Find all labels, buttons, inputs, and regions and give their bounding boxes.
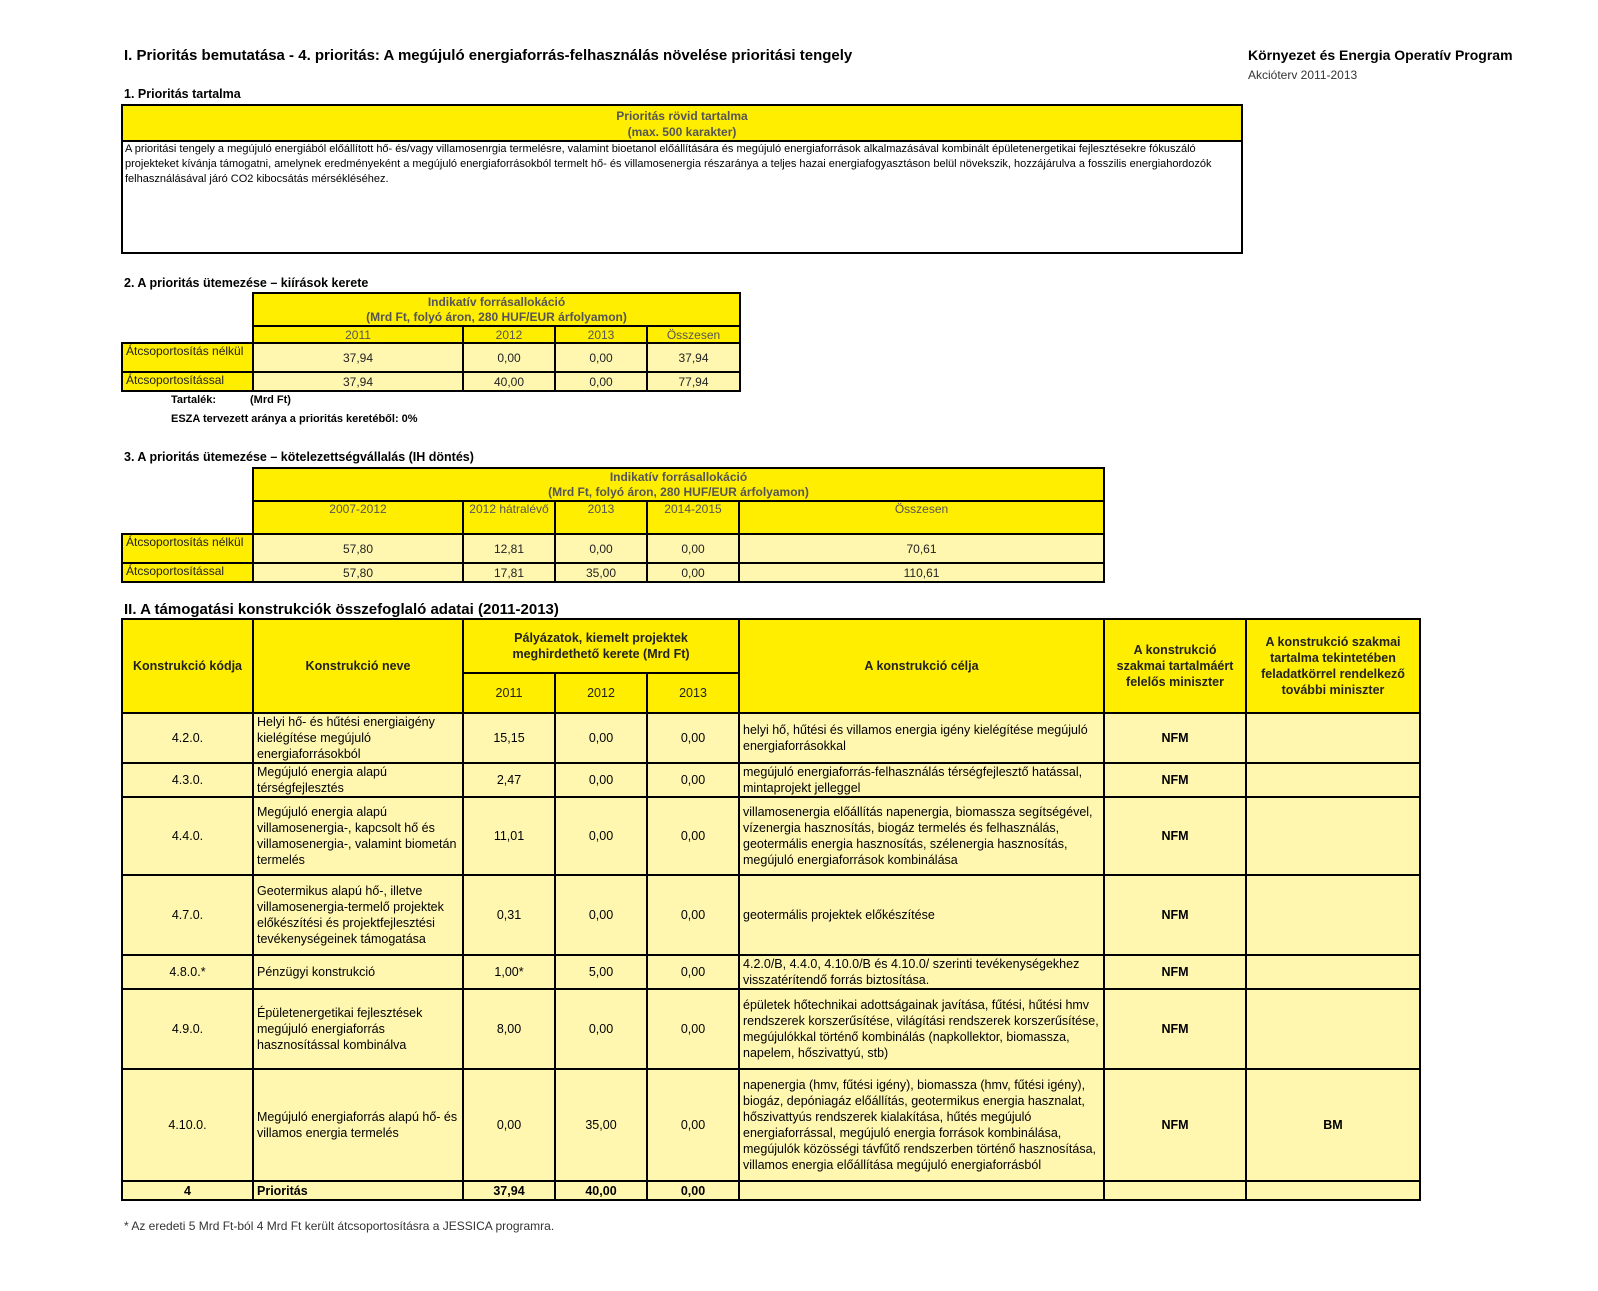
row-code: 4.9.0. [122, 989, 253, 1069]
row-2011: 8,00 [463, 989, 555, 1069]
header-minister: A konstrukció szakmai tartalmáért felelős miniszter [1104, 619, 1246, 713]
table-cell: 0,00 [555, 343, 647, 372]
page-title: I. Prioritás bemutatása - 4. prioritás: A megújuló energiaforrás-felhasználás növelése prioritási tengely [124, 47, 853, 64]
table-cell: 0,00 [555, 534, 647, 563]
allocation-table-commitments [121, 467, 1105, 583]
header-code: Konstrukció kódja [122, 619, 253, 713]
row-label: Átcsoportosítással [122, 372, 253, 391]
row-minister: NFM [1104, 955, 1246, 989]
box-title: Prioritás rövid tartalma [616, 109, 748, 123]
allocation-header [253, 293, 740, 326]
row-name: Épületenergetikai fejlesztések megújuló energiaforrás hasznosítással kombinálva [253, 989, 463, 1069]
total-code: 4 [122, 1181, 253, 1200]
header-goal: A konstrukció célja [739, 619, 1104, 713]
footnote: * Az eredeti 5 Mrd Ft-ból 4 Mrd Ft került átcsoportosításra a JESSICA programra. [124, 1219, 555, 1233]
table-cell: 110,61 [739, 563, 1104, 582]
empty-cell [122, 326, 253, 343]
allocation-header [253, 468, 1104, 501]
section3-heading: 3. A prioritás ütemezése – kötelezettségvállalás (IH döntés) [124, 450, 474, 464]
action-plan-label: Akcióterv 2011-2013 [1248, 68, 1358, 82]
total-2013: 0,00 [647, 1181, 739, 1200]
row-minister: NFM [1104, 1069, 1246, 1181]
reserve-unit: (Mrd Ft) [250, 394, 291, 406]
total-2012: 40,00 [555, 1181, 647, 1200]
row-label: Átcsoportosítás nélkül [122, 534, 253, 563]
header-line1: Indikatív forrásallokáció [609, 469, 748, 484]
table-cell: 57,80 [253, 563, 463, 582]
header-year: 2013 [647, 673, 739, 713]
row-name: Megújuló energiaforrás alapú hő- és villamos energia termelés [253, 1069, 463, 1181]
section2-heading: 2. A prioritás ütemezése – kiírások kerete [124, 276, 369, 290]
col-header: 2013 [555, 501, 647, 534]
table-row [122, 955, 1420, 989]
table-cell: 17,81 [463, 563, 555, 582]
table-cell: 0,00 [647, 534, 739, 563]
row-2012: 0,00 [555, 763, 647, 797]
row-goal: napenergia (hmv, fűtési igény), biomassza (hmv, fűtési igény), biogáz, depóniagáz előállítás, geotermikus energia hasznalat, hőszivattyús rendszerek kialakítása, hűtés megújuló energiaforrással, megújuló energia források kombinálása, megújulók közösségi távfűtő rendszerben történő hasznosítása, villamos energia előállítása megújuló energiaforrásból [739, 1069, 1104, 1181]
row-2011: 2,47 [463, 763, 555, 797]
row-2013: 0,00 [647, 763, 739, 797]
table-cell: 0,00 [555, 372, 647, 391]
row-other-minister [1246, 713, 1420, 763]
program-name: Környezet és Energia Operatív Program [1248, 47, 1513, 63]
row-2013: 0,00 [647, 875, 739, 955]
row-2012: 0,00 [555, 797, 647, 875]
header-line2: (Mrd Ft, folyó áron, 280 HUF/EUR árfolyamon) [366, 309, 627, 324]
table-cell: 37,94 [253, 343, 463, 372]
col-header: 2012 hátralévő [463, 501, 555, 534]
row-2011: 11,01 [463, 797, 555, 875]
empty-cell [122, 501, 253, 534]
allocation-table-calls [121, 292, 741, 392]
constructions-table [121, 618, 1421, 1201]
total-name: Prioritás [253, 1181, 463, 1200]
table-cell: 37,94 [253, 372, 463, 391]
table-row [122, 875, 1420, 955]
table-cell: 77,94 [647, 372, 740, 391]
row-2012: 5,00 [555, 955, 647, 989]
table-cell: 70,61 [739, 534, 1104, 563]
row-other-minister: BM [1246, 1069, 1420, 1181]
row-2012: 0,00 [555, 713, 647, 763]
table-cell: 0,00 [463, 343, 555, 372]
row-name: Pénzügyi konstrukció [253, 955, 463, 989]
header-line2: (Mrd Ft, folyó áron, 280 HUF/EUR árfolyamon) [548, 484, 809, 499]
row-2013: 0,00 [647, 989, 739, 1069]
row-minister: NFM [1104, 763, 1246, 797]
total-2011: 37,94 [463, 1181, 555, 1200]
empty-cell [739, 1181, 1104, 1200]
row-goal: épületek hőtechnikai adottságainak javítása, fűtési, hűtési hmv rendszerek korszerűsítése, világítási rendszerek korszerűsítése, megújulókkal történő kombinálás (napkollektor, biomassza, napelem, hőszivattyú, stb) [739, 989, 1104, 1069]
col-header: 2013 [555, 326, 647, 343]
box-subtitle: (max. 500 karakter) [627, 125, 737, 139]
row-goal: geotermális projektek előkészítése [739, 875, 1104, 955]
row-2011: 1,00* [463, 955, 555, 989]
empty-cell [122, 293, 253, 326]
table-row [122, 713, 1420, 763]
row-code: 4.2.0. [122, 713, 253, 763]
row-2013: 0,00 [647, 1069, 739, 1181]
row-code: 4.8.0.* [122, 955, 253, 989]
row-name: Megújuló energia alapú villamosenergia-, kapcsolt hő és villamosenergia-, valamint biometán termelés [253, 797, 463, 875]
row-name: Helyi hő- és hűtési energiaigény kielégítése megújuló energiaforrásokból [253, 713, 463, 763]
col-header: 2014-2015 [647, 501, 739, 534]
row-2011: 0,31 [463, 875, 555, 955]
row-name: Megújuló energia alapú térségfejlesztés [253, 763, 463, 797]
empty-cell [122, 468, 253, 501]
row-goal: megújuló energiaforrás-felhasználás térségfejlesztő hatással, mintaprojekt jelleggel [739, 763, 1104, 797]
table-row [122, 763, 1420, 797]
table-cell: 12,81 [463, 534, 555, 563]
empty-cell [1246, 1181, 1420, 1200]
row-goal: 4.2.0/B, 4.4.0, 4.10.0/B és 4.10.0/ szerinti tevékenységekhez visszatérítendő forrás biztosítása. [739, 955, 1104, 989]
col-header: 2011 [253, 326, 463, 343]
header-line1: Indikatív forrásallokáció [427, 294, 566, 309]
table-cell: 35,00 [555, 563, 647, 582]
header-year: 2011 [463, 673, 555, 713]
row-2013: 0,00 [647, 797, 739, 875]
row-code: 4.10.0. [122, 1069, 253, 1181]
col-header: Összesen [647, 326, 740, 343]
row-code: 4.4.0. [122, 797, 253, 875]
row-label: Átcsoportosítással [122, 563, 253, 582]
table-cell: 0,00 [647, 563, 739, 582]
row-other-minister [1246, 763, 1420, 797]
row-label: Átcsoportosítás nélkül [122, 343, 253, 372]
row-2013: 0,00 [647, 955, 739, 989]
table-cell: 57,80 [253, 534, 463, 563]
header-budget: Pályázatok, kiemelt projektek meghirdethető kerete (Mrd Ft) [463, 619, 739, 673]
row-other-minister [1246, 797, 1420, 875]
col-header: 2012 [463, 326, 555, 343]
table-row [122, 1069, 1420, 1181]
table-cell: 40,00 [463, 372, 555, 391]
table-row [122, 989, 1420, 1069]
table-row [122, 797, 1420, 875]
section4-heading: II. A támogatási konstrukciók összefoglaló adatai (2011-2013) [124, 601, 559, 618]
row-other-minister [1246, 955, 1420, 989]
row-code: 4.7.0. [122, 875, 253, 955]
row-2012: 35,00 [555, 1069, 647, 1181]
row-code: 4.3.0. [122, 763, 253, 797]
row-2011: 15,15 [463, 713, 555, 763]
row-goal: helyi hő, hűtési és villamos energia igény kielégítése megújuló energiaforrásokkal [739, 713, 1104, 763]
row-2012: 0,00 [555, 875, 647, 955]
esza-note: ESZA tervezett aránya a prioritás keretéből: 0% [171, 413, 418, 425]
row-2012: 0,00 [555, 989, 647, 1069]
header-year: 2012 [555, 673, 647, 713]
table-cell: 37,94 [647, 343, 740, 372]
header-name: Konstrukció neve [253, 619, 463, 713]
row-minister: NFM [1104, 713, 1246, 763]
col-header: 2007-2012 [253, 501, 463, 534]
header-other-minister: A konstrukció szakmai tartalma tekintetében feladatkörrel rendelkező további miniszter [1246, 619, 1420, 713]
row-other-minister [1246, 989, 1420, 1069]
row-2013: 0,00 [647, 713, 739, 763]
section1-heading: 1. Prioritás tartalma [124, 87, 241, 101]
empty-cell [1104, 1181, 1246, 1200]
row-minister: NFM [1104, 875, 1246, 955]
reserve-label: Tartalék: [171, 394, 217, 406]
row-goal: villamosenergia előállítás napenergia, biomassza segítségével, vízenergia hasznosítás, biogáz termelés és felhasználás, geotermális energia hasznosítás, szélenergia hasznosítás, megújuló energiaforrások kombinálása [739, 797, 1104, 875]
total-row [122, 1181, 1420, 1200]
priority-content-text: A prioritási tengely a megújuló energiából előállított hő- és/vagy villamosenrgia termelésre, valamint bioetanol előállítására és megújuló energiaforrások alkalmazásával kombinált épületenergetikai fejlesztésekre fókuszáló projekteket kívánja támogatni, amelynek eredményeként a megújuló energiaforrásokból termelt hő- és villamosenergia részaránya a teljes hazai energiafogyasztáson belül növekszik, hozzájárulva a fosszilis energiahordozók felhasználásával járó CO2 kibocsátás mérsékléséhez. [125, 143, 1212, 185]
row-other-minister [1246, 875, 1420, 955]
row-minister: NFM [1104, 797, 1246, 875]
row-name: Geotermikus alapú hő-, illetve villamosenergia-termelő projektek előkészítési és projektfejlesztési tevékenységeinek támogatása [253, 875, 463, 955]
priority-content-header [123, 106, 1241, 142]
row-minister: NFM [1104, 989, 1246, 1069]
priority-content-box [121, 104, 1243, 254]
col-header: Összesen [739, 501, 1104, 534]
row-2011: 0,00 [463, 1069, 555, 1181]
